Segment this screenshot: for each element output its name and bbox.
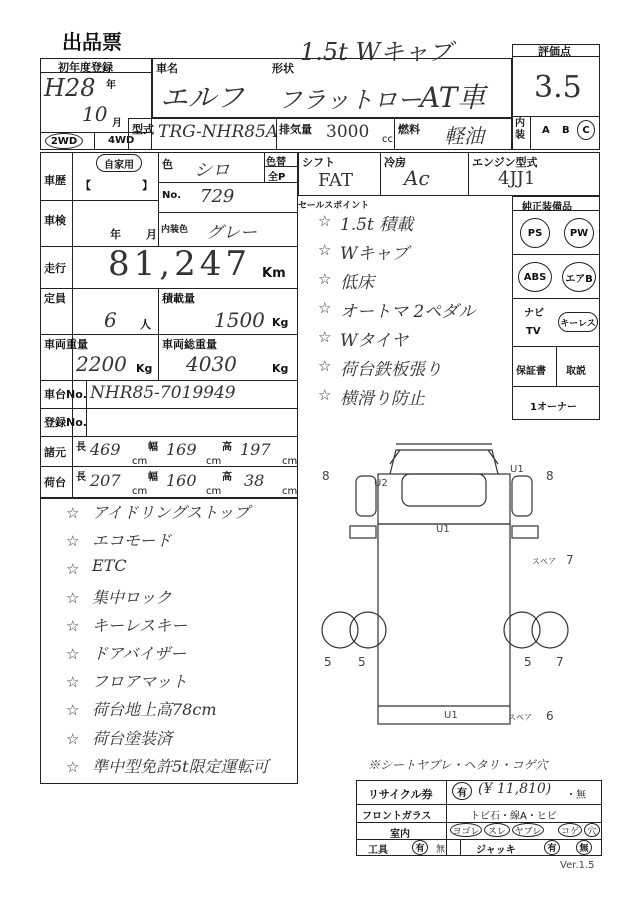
interior-grade-a: A [542,125,550,136]
displacement: 3000 [326,122,370,142]
star-mark-icon: ☆ [318,212,332,230]
star-mark-icon: ☆ [66,757,80,776]
overall-width: 169 [166,440,197,459]
vehicle-diagram [310,436,600,736]
power-window-badge: PW [564,218,594,248]
star-mark-icon: ☆ [318,270,332,288]
sales-point-item: 1.5t 積載 [340,215,414,235]
interior-burn: コゲ [558,823,582,837]
jack-yes: 有 [544,840,560,855]
interior-color: グレー [206,223,257,243]
car-name: エルフ [160,81,245,114]
tread-front-left: 8 [322,469,330,483]
page-title: 出品票 [62,30,122,54]
recycle-amount: (¥ 11,810) [478,781,552,797]
car-shape: フラットロー [278,86,422,114]
power-steering-badge: PS [520,218,550,248]
registration-era: H28 [44,74,96,102]
interior-hole: 穴 [584,823,600,837]
color-number: 729 [200,186,235,207]
overall-length: 469 [90,440,121,459]
star-mark-icon: ☆ [66,532,80,551]
interior-grade-c-selected: C [577,120,595,140]
engine-model: 4JJ1 [498,168,536,189]
car-transmission-note: AT車 [420,81,486,114]
history-private-use: 自家用 [96,154,142,172]
extra-equipment-item: ドアバイザー [92,644,187,663]
tread-rear-right-inner: 5 [524,655,532,669]
spare-tread-2: 6 [546,709,554,723]
extra-equipment-item: アイドリングストップ [92,503,250,522]
star-mark-icon: ☆ [66,701,80,720]
bed-width: 160 [166,471,197,490]
svg-text:スペア: スペア [532,557,556,566]
star-mark-icon: ☆ [318,328,332,346]
tread-front-right: 8 [546,469,554,483]
star-mark-icon: ☆ [66,504,80,522]
overall-height: 197 [240,440,271,459]
sales-point-item: 荷台鉄板張り [340,360,442,380]
one-owner-label: 1オーナー [530,402,577,413]
registration-label: 初年度登録 [58,61,113,74]
interior-tear: ヤブレ [512,823,544,837]
star-mark-icon: ☆ [318,241,332,259]
air-conditioner: Ac [404,166,430,190]
damage-mark-u1-front: U1 [510,464,524,475]
keyless-badge: キーレス [558,312,598,332]
star-mark-icon: ☆ [66,616,80,635]
sales-point-item: Wキャブ [340,244,409,264]
car-headline: 1.5t Wキャブ [300,38,453,66]
star-mark-icon: ☆ [318,299,332,317]
airbag-badge: エアB [562,262,596,292]
svg-text:スペア: スペア [508,713,532,722]
spare-tread-1: 7 [566,553,574,567]
star-mark-icon: ☆ [318,357,332,375]
form-version: Ver.1.5 [560,860,595,871]
tread-rear-left-inner: 5 [358,655,366,669]
model-code: TRG-NHR85A [158,122,279,142]
sales-point-item: 低床 [340,273,374,293]
damage-mark-u1-rear: U1 [444,710,458,721]
sales-point-item: 横滑り防止 [340,389,425,409]
extra-equipment-item: 準中型免許5t限定運転可 [92,756,269,776]
drive-2wd-selected: 2WD [45,133,83,149]
star-mark-icon: ☆ [66,729,80,748]
damage-mark-u2: U2 [374,478,388,489]
star-mark-icon: ☆ [66,588,80,607]
sales-point-item: オートマ 2ペダル [340,302,476,322]
jack-no: 無 [576,840,592,855]
tread-rear-right-outer: 7 [556,655,564,669]
tread-rear-left-outer: 5 [324,655,332,669]
sales-point-item: Wタイヤ [340,331,409,351]
extra-equipment-item: エコモード [92,531,172,551]
extra-equipment-item: 荷台地上高78cm [92,700,217,720]
abs-badge: ABS [518,262,552,292]
recycle-yes: 有 [452,782,472,800]
drive-4wd: 4WD [108,135,135,146]
registration-month: 10 [82,102,108,126]
interior-grade-b: B [562,125,570,136]
manual-label: 取説 [566,366,586,377]
fuel-type: 軽油 [444,124,484,148]
star-mark-icon: ☆ [66,645,80,663]
bed-height: 38 [244,471,265,490]
star-mark-icon: ☆ [66,560,80,579]
chassis-number: NHR85-7019949 [90,383,236,403]
mileage-value: 81,247 [108,244,251,284]
grade-value: 3.5 [534,70,582,105]
interior-note: ※シートヤブレ・ヘタリ・コゲ穴 [368,758,548,772]
extra-equipment-item: 荷台塗装済 [92,728,173,748]
load-capacity: 1500 [214,308,265,332]
extra-equipment-item: キーレスキー [92,615,188,635]
star-mark-icon: ☆ [318,386,332,404]
damage-mark-u1-bed: U1 [436,524,450,535]
tools-yes: 有 [412,840,428,855]
body-color: シロ [194,160,230,181]
extra-equipment-item: ETC [92,556,127,576]
gross-weight: 4030 [186,352,237,376]
bed-length: 207 [90,471,121,490]
front-glass-options: トビ石・線A・ヒビ [470,811,557,822]
vehicle-weight: 2200 [76,352,127,376]
seating-capacity: 6 [104,308,117,332]
extra-equipment-item: 集中ロック [92,587,172,607]
shift-type: FAT [318,170,353,191]
interior-stain: ヨゴレ [450,823,482,837]
interior-scuff: スレ [484,823,510,837]
extra-equipment-item: フロアマット [92,672,188,692]
warranty-label: 保証書 [516,366,546,377]
star-mark-icon: ☆ [66,673,80,692]
